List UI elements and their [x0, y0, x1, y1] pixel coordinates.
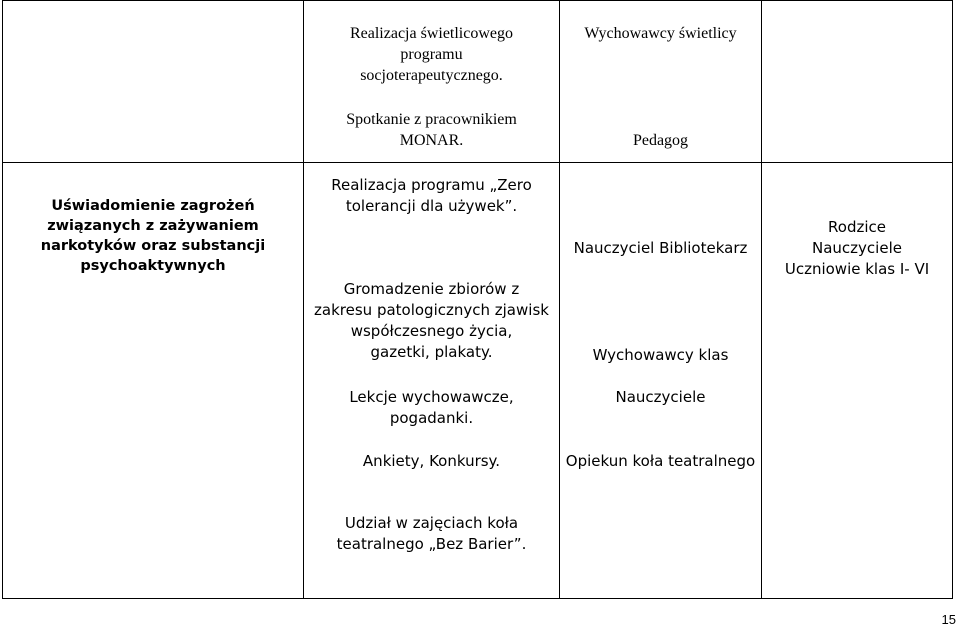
- activity-line: pogadanki.: [389, 409, 474, 427]
- activity-line: Realizacja programu „Zero: [331, 176, 532, 194]
- partners-cell: [762, 163, 953, 599]
- goal-cell-top: [3, 1, 304, 163]
- page-number: 15: [941, 612, 956, 627]
- responsible-line: Wychowawcy świetlicy: [584, 25, 737, 42]
- activity-line: Lekcje wychowawcze,: [349, 388, 514, 406]
- table-row: [3, 1, 953, 163]
- activity-line: gazetki, plakaty.: [370, 343, 493, 361]
- program-cell-top: [304, 1, 560, 163]
- responsible-line: Wychowawcy klas: [592, 346, 729, 364]
- goal-line: narkotyków oraz substancji: [40, 238, 266, 254]
- activity-line: teatralnego „Bez Barier”.: [336, 535, 527, 553]
- goal-line: psychoaktywnych: [80, 258, 226, 274]
- program-line: programu: [400, 46, 463, 63]
- responsible-line: Nauczyciele: [615, 388, 706, 406]
- table-row: [3, 163, 953, 599]
- responsible-line: Opiekun koła teatralnego: [565, 452, 756, 470]
- goal-cell: [3, 163, 304, 599]
- responsible-line: Nauczyciel Bibliotekarz: [573, 239, 748, 257]
- program-line: Realizacja świetlicowego: [349, 25, 514, 42]
- activity-line: zakresu patologicznych zjawisk: [314, 301, 549, 319]
- activity-line: Gromadzenie zbiorów z: [343, 280, 520, 298]
- activity-line: Ankiety, Konkursy.: [362, 452, 501, 470]
- activities-cell: [304, 163, 560, 599]
- partner-line: Nauczyciele: [812, 239, 902, 257]
- activity-line: Udział w zajęciach koła: [344, 514, 519, 532]
- program-line: socjoterapeutycznego.: [360, 67, 503, 84]
- goal-line: Uświadomienie zagrożeń: [51, 198, 255, 214]
- program-line: Spotkanie z pracownikiem: [346, 111, 517, 128]
- responsible-cell: [560, 163, 762, 599]
- activity-line: tolerancji dla używek”.: [345, 197, 518, 215]
- responsible-cell-top: [560, 1, 762, 163]
- partners-cell-top: [762, 1, 953, 163]
- program-table: [2, 0, 953, 599]
- partner-line: Rodzice: [828, 218, 886, 236]
- responsible-line: Pedagog: [632, 132, 689, 149]
- activity-line: współczesnego życia,: [350, 322, 513, 340]
- goal-line: związanych z zażywaniem: [47, 218, 259, 234]
- program-line: MONAR.: [399, 132, 464, 149]
- partner-line: Uczniowie klas I- VI: [784, 260, 930, 278]
